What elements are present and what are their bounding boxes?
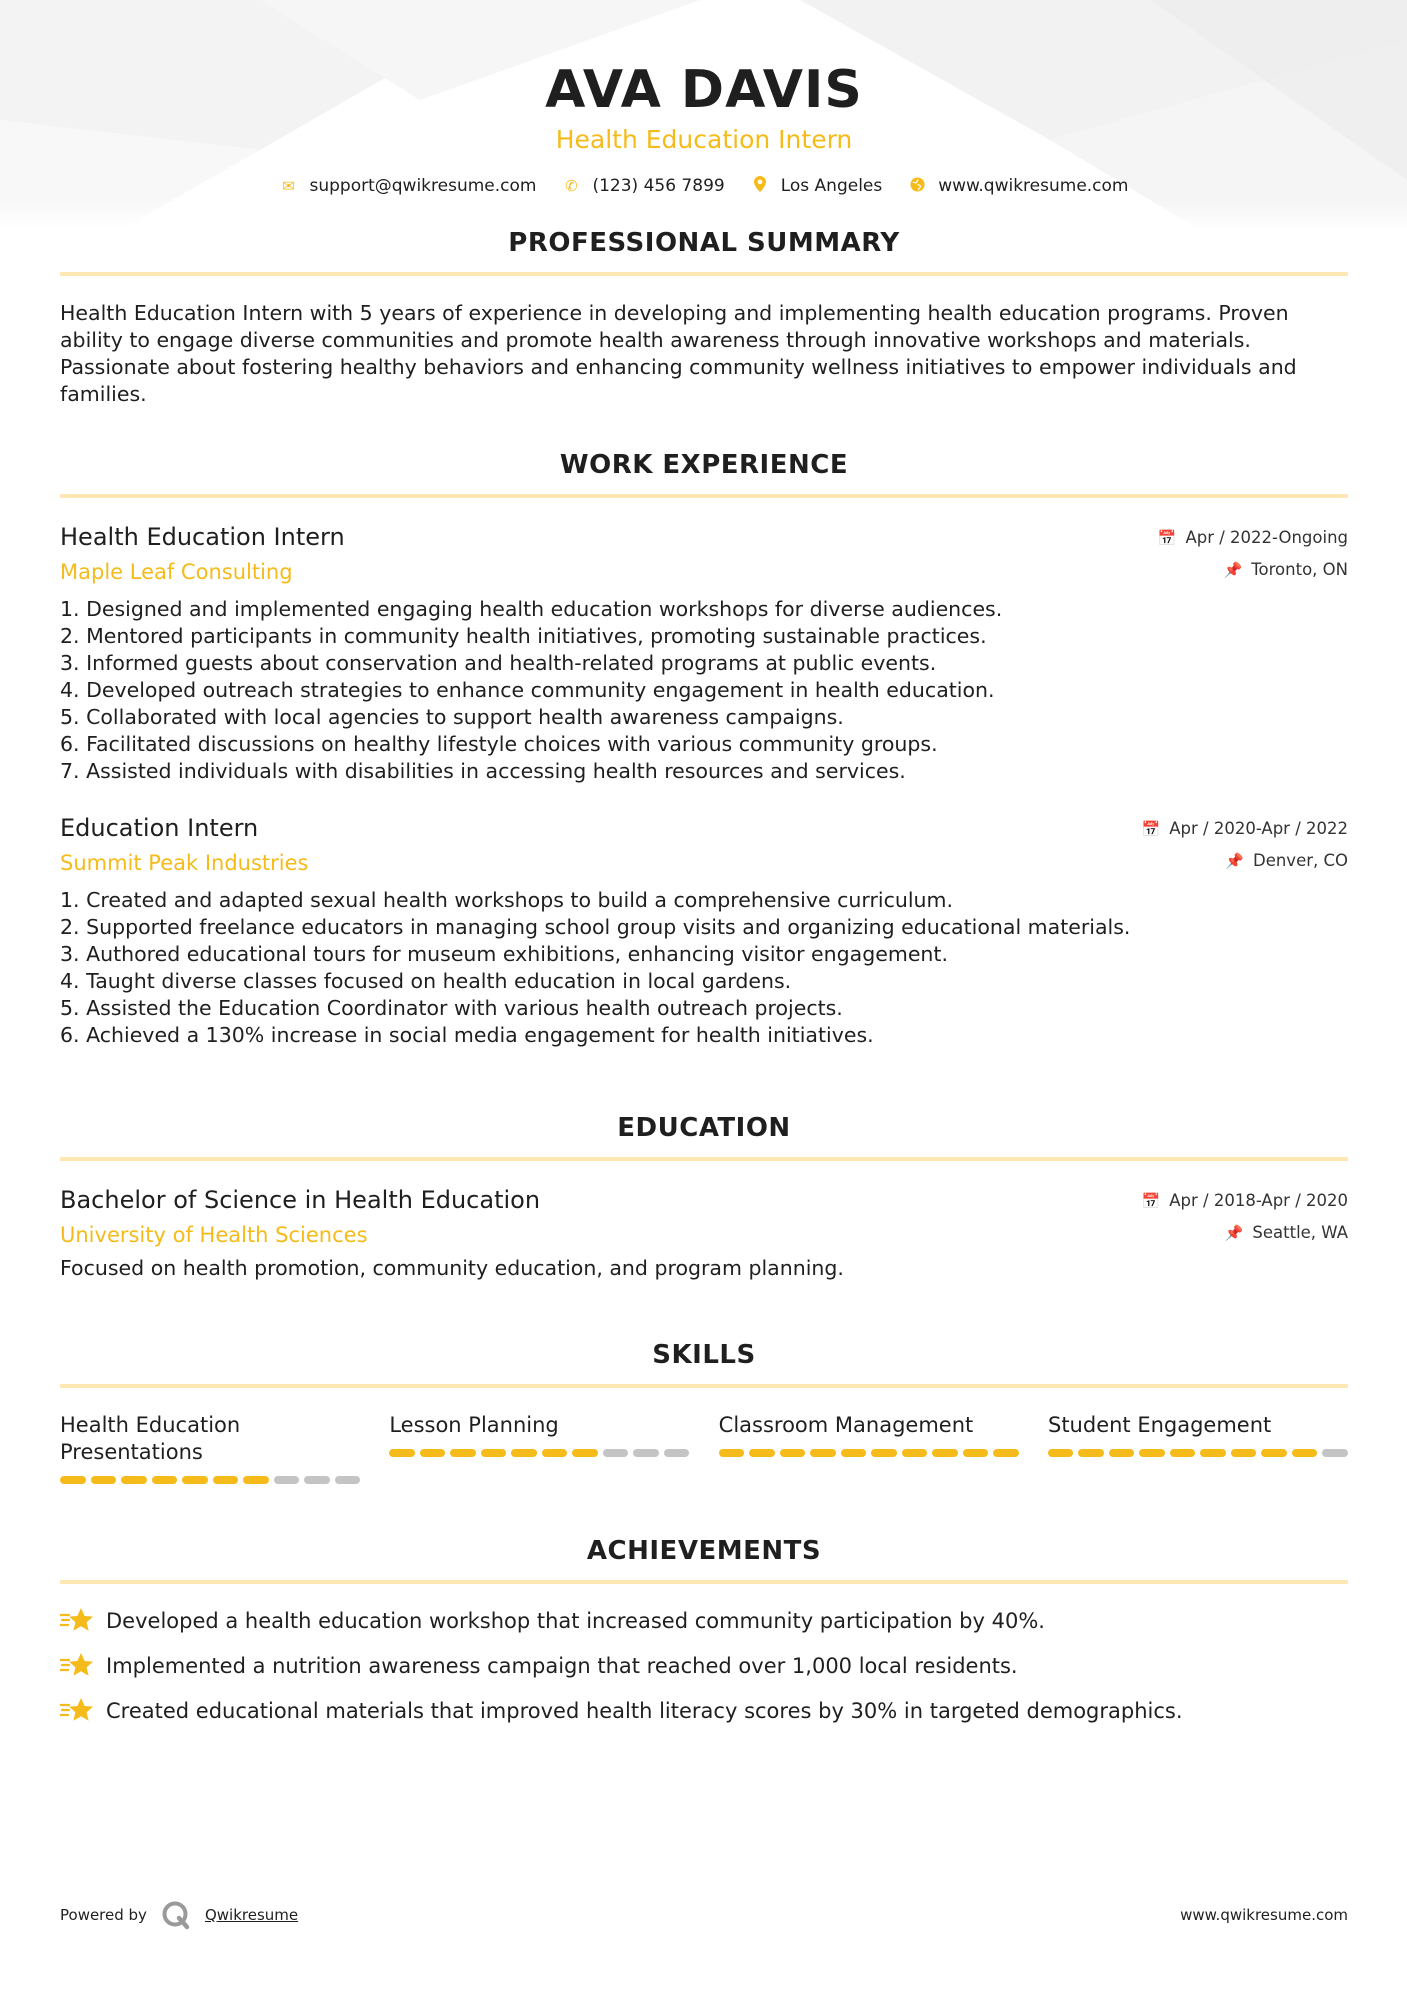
skill-segment-filled: [1170, 1449, 1196, 1457]
skill-segment-filled: [450, 1449, 476, 1457]
skill-segment-filled: [932, 1449, 958, 1457]
skill-item: [60, 1412, 360, 1484]
skill-segment-filled: [542, 1449, 568, 1457]
skill-segment-filled: [121, 1476, 147, 1484]
experience-section: [60, 448, 1348, 1049]
candidate-name: AVA DAVIS: [545, 60, 863, 120]
contact-location: [751, 176, 883, 196]
calendar-icon: 📅: [1141, 1192, 1161, 1210]
skill-segment-filled: [1292, 1449, 1318, 1457]
list-item: 1. Created and adapted sexual health workshops to build a comprehensive curriculum.: [60, 888, 954, 912]
job-dates: Apr / 2020-Apr / 2022: [1169, 819, 1348, 838]
section-divider: [60, 494, 1348, 498]
skill-segment-filled: [1231, 1449, 1257, 1457]
page-footer: [60, 1900, 1348, 1930]
skill-segment-empty: [1322, 1449, 1348, 1457]
powered-label: Powered by: [60, 1906, 147, 1924]
map-marker-icon: [751, 176, 769, 196]
skill-segment-empty: [274, 1476, 300, 1484]
skill-segment-filled: [152, 1476, 178, 1484]
skill-level-bar: [389, 1449, 689, 1457]
skill-segment-empty: [664, 1449, 690, 1457]
skill-segment-filled: [1078, 1449, 1104, 1457]
star-icon: [60, 1696, 94, 1726]
skill-segment-filled: [810, 1449, 836, 1457]
skill-name: Health Education Presentations: [60, 1413, 241, 1464]
skill-segment-filled: [243, 1476, 269, 1484]
job-location: Denver, CO: [1252, 851, 1348, 870]
job-dates: Apr / 2022-Ongoing: [1185, 528, 1348, 547]
skill-segment-filled: [871, 1449, 897, 1457]
section-divider: [60, 1157, 1348, 1161]
list-item: 1. Designed and implemented engaging health education workshops for diverse audiences.: [60, 597, 1003, 621]
email-text: support@qwikresume.com: [309, 176, 537, 196]
skill-segment-filled: [481, 1449, 507, 1457]
skill-name: Student Engagement: [1047, 1413, 1272, 1437]
job-entry: [60, 522, 1348, 785]
skill-item: [719, 1412, 1019, 1484]
education-location: Seattle, WA: [1252, 1223, 1348, 1242]
skill-name: Classroom Management: [718, 1413, 974, 1437]
achievements-list: [60, 1606, 1348, 1726]
star-icon: [60, 1606, 94, 1636]
list-item: 2. Supported freelance educators in managing school group visits and organizing educational materials.: [60, 915, 1131, 939]
school-name: University of Health Sciences: [60, 1223, 368, 1247]
achievement-item: [60, 1651, 1348, 1681]
education-description: Focused on health promotion, community education, and program planning.: [60, 1256, 844, 1280]
skill-level-bar: [719, 1449, 1019, 1457]
achievement-text: Developed a health education workshop that increased community participation by 40%.: [106, 1609, 1045, 1633]
education-entry: [60, 1185, 1348, 1282]
skill-segment-filled: [572, 1449, 598, 1457]
skill-item: [389, 1412, 689, 1484]
skill-segment-filled: [902, 1449, 928, 1457]
job-entry: [60, 813, 1348, 1049]
contact-phone[interactable]: [562, 176, 724, 196]
experience-heading: WORK EXPERIENCE: [559, 450, 849, 480]
list-item: 3. Authored educational tours for museum exhibitions, enhancing visitor engagement.: [60, 942, 948, 966]
pushpin-icon: 📌: [1225, 852, 1244, 870]
contact-email[interactable]: [280, 176, 537, 196]
achievement-item: [60, 1696, 1348, 1726]
phone-text: (123) 456 7899: [592, 176, 725, 196]
skill-segment-filled: [91, 1476, 117, 1484]
summary-section: [60, 226, 1348, 408]
skill-segment-filled: [719, 1449, 745, 1457]
skill-segment-filled: [749, 1449, 775, 1457]
skill-segment-filled: [1139, 1449, 1165, 1457]
section-divider: [60, 272, 1348, 276]
skills-row: [60, 1412, 1348, 1484]
skills-heading: SKILLS: [652, 1340, 756, 1370]
list-item: 6. Achieved a 130% increase in social media engagement for health initiatives.: [60, 1023, 874, 1047]
calendar-icon: 📅: [1157, 529, 1177, 547]
envelope-icon: ✉: [282, 177, 295, 195]
achievement-item: [60, 1606, 1348, 1636]
skill-segment-filled: [780, 1449, 806, 1457]
contact-bar: [60, 176, 1348, 196]
education-heading: EDUCATION: [617, 1113, 791, 1143]
skill-segment-empty: [603, 1449, 629, 1457]
skill-segment-filled: [1200, 1449, 1226, 1457]
skill-segment-filled: [60, 1476, 86, 1484]
skill-level-bar: [1048, 1449, 1348, 1457]
list-item: 7. Assisted individuals with disabilities in accessing health resources and services.: [60, 759, 906, 783]
skill-segment-filled: [1109, 1449, 1135, 1457]
list-item: 4. Developed outreach strategies to enhance community engagement in health education.: [60, 678, 995, 702]
achievement-text: Created educational materials that improved health literacy scores by 30% in targeted demographics.: [106, 1699, 1183, 1723]
list-item: 2. Mentored participants in community health initiatives, promoting sustainable practices.: [60, 624, 987, 648]
education-dates: Apr / 2018-Apr / 2020: [1169, 1191, 1348, 1210]
list-item: 5. Assisted the Education Coordinator with various health outreach projects.: [60, 996, 843, 1020]
section-divider: [60, 1384, 1348, 1388]
skill-segment-empty: [335, 1476, 361, 1484]
skill-segment-filled: [389, 1449, 415, 1457]
section-divider: [60, 1580, 1348, 1584]
footer-website[interactable]: www.qwikresume.com: [1180, 1906, 1348, 1924]
brand-link[interactable]: Qwikresume: [204, 1906, 299, 1924]
qwikresume-logo-icon: [161, 1900, 191, 1930]
list-item: 6. Facilitated discussions on healthy lifestyle choices with various community groups.: [60, 732, 938, 756]
skill-segment-filled: [182, 1476, 208, 1484]
powered-by: [60, 1900, 298, 1930]
summary-heading: PROFESSIONAL SUMMARY: [508, 228, 900, 258]
job-bullets: [60, 887, 1348, 1049]
phone-icon: ✆: [565, 177, 578, 195]
education-section: [60, 1111, 1348, 1282]
calendar-icon: 📅: [1141, 820, 1161, 838]
skill-item: [1048, 1412, 1348, 1484]
location-text: Los Angeles: [780, 176, 883, 196]
skill-segment-filled: [1261, 1449, 1287, 1457]
skill-segment-filled: [1048, 1449, 1074, 1457]
achievement-text: Implemented a nutrition awareness campaign that reached over 1,000 local residents.: [106, 1654, 1018, 1678]
skill-segment-filled: [963, 1449, 989, 1457]
skill-segment-filled: [993, 1449, 1019, 1457]
skill-segment-filled: [841, 1449, 867, 1457]
summary-text: Health Education Intern with 5 years of experience in developing and implementing health education programs. Proven ability to engage diverse communities and promote health awareness through innovative workshops and materials. Passionate about fostering healthy behaviors and enhancing community wellness initiatives to empower individuals and families.: [60, 301, 1297, 406]
skills-section: [60, 1338, 1348, 1484]
list-item: 3. Informed guests about conservation and health-related programs at public events.: [60, 651, 937, 675]
star-icon: [60, 1651, 94, 1681]
skill-level-bar: [60, 1476, 360, 1484]
skill-segment-empty: [633, 1449, 659, 1457]
job-bullets: [60, 596, 1348, 785]
list-item: 5. Collaborated with local agencies to support health awareness campaigns.: [60, 705, 844, 729]
job-title: Education Intern: [60, 814, 259, 842]
skill-segment-filled: [511, 1449, 537, 1457]
resume-header: [60, 0, 1348, 196]
achievements-section: [60, 1534, 1348, 1726]
skill-name: Lesson Planning: [389, 1413, 559, 1437]
company-name: Maple Leaf Consulting: [60, 560, 293, 584]
pushpin-icon: 📌: [1224, 1224, 1244, 1242]
skill-segment-filled: [213, 1476, 239, 1484]
achievements-heading: ACHIEVEMENTS: [586, 1536, 822, 1566]
globe-icon: [908, 177, 926, 196]
candidate-role: Health Education Intern: [555, 125, 853, 154]
contact-website[interactable]: [908, 176, 1128, 196]
resume-page: [60, 0, 1348, 1741]
company-name: Summit Peak Industries: [60, 851, 309, 875]
job-location: Toronto, ON: [1251, 560, 1348, 579]
job-title: Health Education Intern: [60, 523, 345, 551]
skill-segment-filled: [420, 1449, 446, 1457]
pushpin-icon: 📌: [1223, 561, 1243, 579]
degree-title: Bachelor of Science in Health Education: [60, 1186, 541, 1214]
list-item: 4. Taught diverse classes focused on health education in local gardens.: [60, 969, 792, 993]
skill-segment-empty: [304, 1476, 330, 1484]
website-text: www.qwikresume.com: [938, 176, 1129, 196]
